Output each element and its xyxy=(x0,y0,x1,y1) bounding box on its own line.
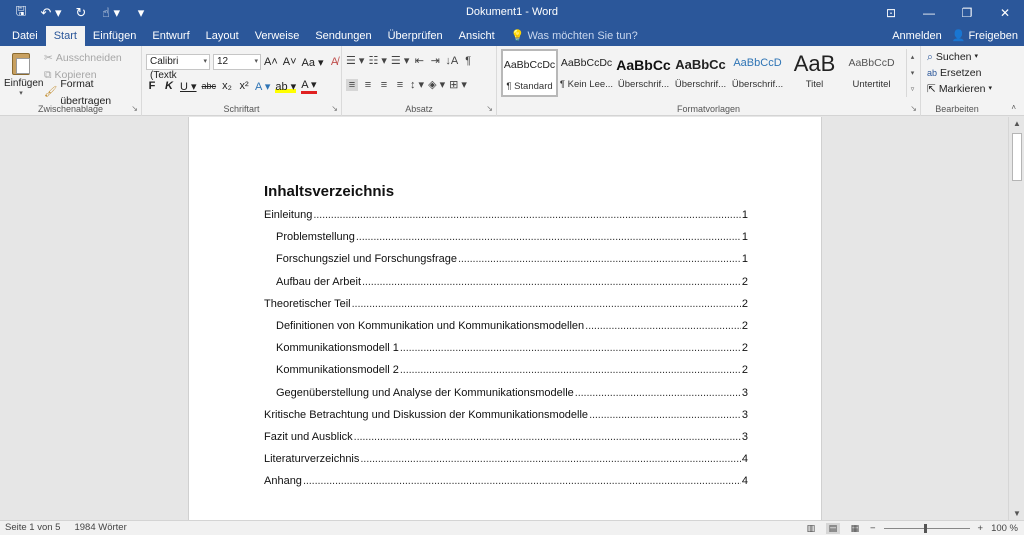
toc-leader-dots xyxy=(400,359,741,381)
style-preview: AaBbCc xyxy=(616,57,671,73)
toc-entry-text: Literaturverzeichnis xyxy=(264,453,360,466)
toc-entry-text: Kritische Betrachtung und Diskussion der Kommunikationsmodelle xyxy=(264,408,589,421)
toc-title: Inhaltsverzeichnis xyxy=(264,183,395,200)
document-workspace xyxy=(0,117,1008,520)
subscript-button[interactable]: x₂ xyxy=(222,80,232,92)
toc-entry-text: Fazit und Ausblick xyxy=(264,430,353,443)
toc-entry[interactable] xyxy=(264,448,748,470)
chevron-down-icon: ▾ xyxy=(988,85,993,92)
format-painter-button[interactable] xyxy=(44,77,141,107)
toc-page-number: 2 xyxy=(741,319,748,332)
more-styles-icon[interactable]: ▿ xyxy=(910,86,915,93)
style-1[interactable] xyxy=(501,49,558,97)
zoom-out-button[interactable]: − xyxy=(869,522,876,534)
font-group xyxy=(142,46,342,116)
superscript-button[interactable]: x² xyxy=(239,80,249,92)
tab-start[interactable]: Start xyxy=(46,26,85,46)
styles-gallery-scroll[interactable] xyxy=(906,49,918,97)
clear-formatting-icon[interactable]: A̸ xyxy=(330,55,339,68)
tab-einfügen[interactable]: Einfügen xyxy=(92,30,137,42)
font-group-label: Schriftart xyxy=(223,104,260,114)
toc-page-number: 4 xyxy=(741,453,748,466)
zoom-level[interactable]: 100 % xyxy=(991,522,1018,534)
window-title: Dokument1 - Word xyxy=(465,6,559,18)
cut-button[interactable] xyxy=(44,50,141,67)
justify-icon[interactable]: ≡ xyxy=(396,78,404,91)
toc-entry[interactable] xyxy=(264,426,748,448)
ribbon-tabs-row xyxy=(0,26,1024,46)
text-effects-button[interactable]: A ▾ xyxy=(255,80,271,93)
toc-leader-dots xyxy=(360,448,741,470)
read-mode-icon[interactable]: ▥ xyxy=(806,522,816,533)
select-button[interactable] xyxy=(927,81,992,97)
style-name-label: Überschrif... xyxy=(674,79,727,90)
font-color-button[interactable]: A ▾ xyxy=(301,78,316,94)
toc-entry-text: Kommunikationsmodell 2 xyxy=(276,364,399,377)
numbering-icon[interactable]: ☷ ▾ xyxy=(368,55,387,67)
toc-page-number: 1 xyxy=(741,253,748,266)
replace-icon: ab xyxy=(927,68,938,78)
tell-me-box[interactable] xyxy=(511,26,638,46)
toc-page-number: 2 xyxy=(741,364,748,377)
scroll-down-icon[interactable]: ▼ xyxy=(1013,509,1021,518)
align-center-icon[interactable]: ≡ xyxy=(364,78,372,91)
restore-icon[interactable]: ❐ xyxy=(961,6,973,20)
toc-entry[interactable] xyxy=(264,382,748,404)
tab-layout[interactable]: Layout xyxy=(205,30,239,42)
paragraph-group xyxy=(342,46,497,116)
editing-group-label: Bearbeiten xyxy=(935,104,979,114)
scissors-icon: ✂ xyxy=(44,52,53,64)
decrease-indent-icon[interactable]: ⇤ xyxy=(414,55,424,67)
brush-icon: 🖌 xyxy=(44,86,58,98)
undo-icon[interactable]: ↶ ▾ xyxy=(40,5,62,20)
style-name-label: ¶ Kein Lee... xyxy=(559,79,614,90)
toc-leader-dots xyxy=(575,382,741,404)
web-layout-icon[interactable]: ▦ xyxy=(850,522,860,533)
tab-entwurf[interactable]: Entwurf xyxy=(152,30,190,42)
dialog-launcher-icon[interactable]: ↘ xyxy=(331,104,338,113)
line-spacing-icon[interactable]: ↕ ▾ xyxy=(410,79,425,91)
person-icon: 👤 xyxy=(951,30,966,42)
cursor-icon: ⇱ xyxy=(927,83,936,95)
toc-page-number: 2 xyxy=(741,297,748,310)
style-name-label: Überschrif... xyxy=(617,79,670,90)
toc-page-number: 4 xyxy=(741,475,748,488)
toc-entry-text: Anhang xyxy=(264,475,302,488)
style-7[interactable] xyxy=(843,49,900,97)
print-layout-icon[interactable]: ▤ xyxy=(826,523,840,534)
paste-label: Einfügen xyxy=(4,78,44,89)
toc-leader-dots xyxy=(400,337,741,359)
style-5[interactable] xyxy=(729,49,786,97)
style-preview: AaBbCcDc xyxy=(503,59,556,71)
toc-leader-dots xyxy=(352,293,741,315)
find-label: Suchen xyxy=(935,51,972,63)
toc-entry[interactable] xyxy=(264,359,748,381)
toc-entry-text: Problemstellung xyxy=(276,231,355,244)
dialog-launcher-icon[interactable]: ↘ xyxy=(131,104,138,113)
toc-entry-text: Aufbau der Arbeit xyxy=(276,275,362,288)
font-name-value: Calibri (Textk xyxy=(150,56,179,81)
toc-entry[interactable] xyxy=(264,470,748,492)
chevron-up-icon[interactable]: ▴ xyxy=(910,54,915,61)
toc-entry[interactable] xyxy=(264,248,748,270)
shrink-font-icon[interactable]: A˅ xyxy=(282,55,297,68)
minimize-icon[interactable]: — xyxy=(923,6,935,20)
clipboard-group-label: Zwischenablage xyxy=(37,104,104,114)
lightbulb-icon: 💡 xyxy=(510,30,525,42)
toc-entry[interactable] xyxy=(264,337,748,359)
align-right-icon[interactable]: ≡ xyxy=(380,78,388,91)
tab-datei[interactable]: Datei xyxy=(12,30,38,42)
style-name-label: Überschrif... xyxy=(731,79,784,90)
zoom-slider[interactable] xyxy=(884,528,970,529)
status-bar xyxy=(0,520,1024,535)
ribbon xyxy=(0,46,1024,116)
find-button[interactable] xyxy=(927,49,992,65)
underline-button[interactable]: U ▾ xyxy=(180,80,197,93)
format-painter-label: Format übertragen xyxy=(60,77,112,107)
tab-verweise[interactable]: Verweise xyxy=(254,30,300,42)
highlight-button[interactable]: ab ▾ xyxy=(275,80,297,93)
style-preview: AaB xyxy=(793,51,836,76)
style-preview: AaBbCcD xyxy=(848,57,895,69)
share-label: Freigeben xyxy=(968,30,1018,42)
style-name-label: Titel xyxy=(805,79,824,90)
document-page[interactable] xyxy=(188,117,822,520)
align-left-icon[interactable]: ≡ xyxy=(346,79,358,91)
redo-icon[interactable]: ↻ xyxy=(75,5,87,20)
chevron-down-icon: ▾ xyxy=(974,53,979,60)
style-preview: AaBbCcD xyxy=(733,57,782,69)
font-name-box[interactable] xyxy=(146,54,210,81)
borders-icon[interactable]: ⊞ ▾ xyxy=(449,79,467,91)
bullets-icon[interactable]: ☰ ▾ xyxy=(346,55,365,67)
toc-leader-dots xyxy=(313,204,741,226)
table-of-contents[interactable] xyxy=(264,180,748,492)
strikethrough-button[interactable]: abc xyxy=(201,81,217,91)
customize-qat-icon[interactable]: ▾ xyxy=(137,5,145,20)
ribbon-display-icon[interactable]: ⊡ xyxy=(885,6,897,20)
sort-icon[interactable]: ↓A xyxy=(445,54,459,67)
toc-page-number: 1 xyxy=(741,209,748,221)
vertical-scrollbar[interactable] xyxy=(1008,117,1024,520)
toc-page-number: 1 xyxy=(741,231,748,244)
collapse-ribbon-icon[interactable]: ˄ xyxy=(1011,103,1016,112)
page-count[interactable]: Seite 1 von 5 xyxy=(5,522,61,533)
copy-icon: ⧉ xyxy=(44,69,52,81)
toc-leader-dots xyxy=(303,470,741,492)
close-icon[interactable]: ✕ xyxy=(999,6,1011,20)
font-size-value: 12 xyxy=(217,56,229,67)
paragraph-group-label: Absatz xyxy=(405,104,433,114)
style-6[interactable] xyxy=(786,49,843,97)
toc-entry[interactable] xyxy=(264,315,748,337)
toc-entry[interactable] xyxy=(264,404,748,426)
styles-gallery xyxy=(501,49,901,97)
font-size-box[interactable] xyxy=(213,54,261,70)
style-4[interactable] xyxy=(672,49,729,97)
zoom-slider-thumb[interactable] xyxy=(924,524,927,533)
editing-group xyxy=(921,46,993,116)
tab-ansicht[interactable]: Ansicht xyxy=(458,30,495,42)
toc-page-number: 3 xyxy=(741,430,748,443)
word-count[interactable]: 1984 Wörter xyxy=(74,522,127,533)
paste-dropdown-icon: ▾ xyxy=(19,90,23,97)
tell-me-text: Was möchten Sie tun? xyxy=(527,30,638,42)
tab-überprüfen[interactable]: Überprüfen xyxy=(387,30,443,42)
search-icon: ⌕ xyxy=(927,51,933,63)
toc-leader-dots xyxy=(356,226,741,248)
pilcrow-icon[interactable]: ¶ xyxy=(465,54,472,67)
italic-button[interactable]: K xyxy=(165,80,173,92)
save-icon[interactable]: 🖫 xyxy=(15,3,27,18)
paste-icon xyxy=(10,50,32,76)
toc-entry[interactable] xyxy=(264,226,748,248)
toc-page-number: 2 xyxy=(741,342,748,355)
scroll-up-icon[interactable]: ▲ xyxy=(1013,119,1021,128)
cut-label: Ausschneiden xyxy=(55,52,122,64)
change-case-icon[interactable]: Aa ▾ xyxy=(301,56,324,69)
signin-link[interactable]: Anmelden xyxy=(892,30,942,42)
toc-entry-text: Kommunikationsmodell 1 xyxy=(276,342,399,355)
style-name-label: Untertitel xyxy=(852,79,891,90)
share-button[interactable] xyxy=(952,26,1018,46)
style-name-label: ¶ Standard xyxy=(506,81,553,92)
style-3[interactable] xyxy=(615,49,672,97)
toc-page-number: 3 xyxy=(741,386,748,399)
ribbon-tabs xyxy=(4,26,638,46)
multilevel-list-icon[interactable]: ☰ ▾ xyxy=(390,55,410,67)
tab-sendungen[interactable]: Sendungen xyxy=(315,30,372,42)
dialog-launcher-icon[interactable]: ↘ xyxy=(486,104,493,113)
toc-leader-dots xyxy=(589,404,741,426)
toc-entry-text: Einleitung xyxy=(264,209,313,221)
touch-mode-icon[interactable]: ☝ ▾ xyxy=(101,5,121,20)
toc-entry[interactable] xyxy=(264,204,748,226)
replace-button[interactable] xyxy=(927,65,992,81)
toc-entry[interactable] xyxy=(264,293,748,315)
clipboard-group xyxy=(0,46,142,116)
styles-group xyxy=(497,46,921,116)
toc-entry-text: Definitionen von Kommunikation und Kommunikationsmodellen xyxy=(276,319,585,332)
toc-leader-dots xyxy=(458,248,741,270)
replace-label: Ersetzen xyxy=(940,67,982,79)
toc-entry-text: Theoretischer Teil xyxy=(264,297,351,310)
copy-label: Kopieren xyxy=(54,69,97,81)
title-bar xyxy=(0,0,1024,26)
toc-leader-dots xyxy=(585,315,741,337)
paste-button[interactable] xyxy=(4,50,44,97)
style-2[interactable] xyxy=(558,49,615,97)
select-label: Markieren xyxy=(938,83,986,95)
toc-entry-text: Forschungsziel und Forschungsfrage xyxy=(276,253,457,266)
dialog-launcher-icon[interactable]: ↘ xyxy=(910,104,917,113)
toc-entry-text: Gegenüberstellung und Analyse der Kommunikationsmodelle xyxy=(276,386,574,399)
toc-page-number: 3 xyxy=(741,408,748,421)
chevron-down-icon[interactable]: ▾ xyxy=(910,70,915,77)
toc-leader-dots xyxy=(362,271,741,293)
toc-leader-dots xyxy=(354,426,741,448)
style-preview: AaBbCcDc xyxy=(560,57,613,69)
increase-indent-icon[interactable]: ⇥ xyxy=(430,55,440,67)
chevron-down-icon: ▾ xyxy=(203,58,207,65)
styles-group-label: Formatvorlagen xyxy=(676,104,741,114)
toc-entry[interactable] xyxy=(264,271,748,293)
window-controls xyxy=(872,0,1024,26)
toc-page-number: 2 xyxy=(741,275,748,288)
shading-icon[interactable]: ◈ ▾ xyxy=(428,79,446,91)
zoom-in-button[interactable]: + xyxy=(977,522,984,534)
chevron-down-icon: ▾ xyxy=(254,58,258,65)
scrollbar-thumb[interactable] xyxy=(1012,133,1022,181)
bold-button[interactable]: F xyxy=(148,80,156,92)
style-preview: AaBbCc xyxy=(675,57,726,72)
grow-font-icon[interactable]: A˄ xyxy=(264,55,278,68)
